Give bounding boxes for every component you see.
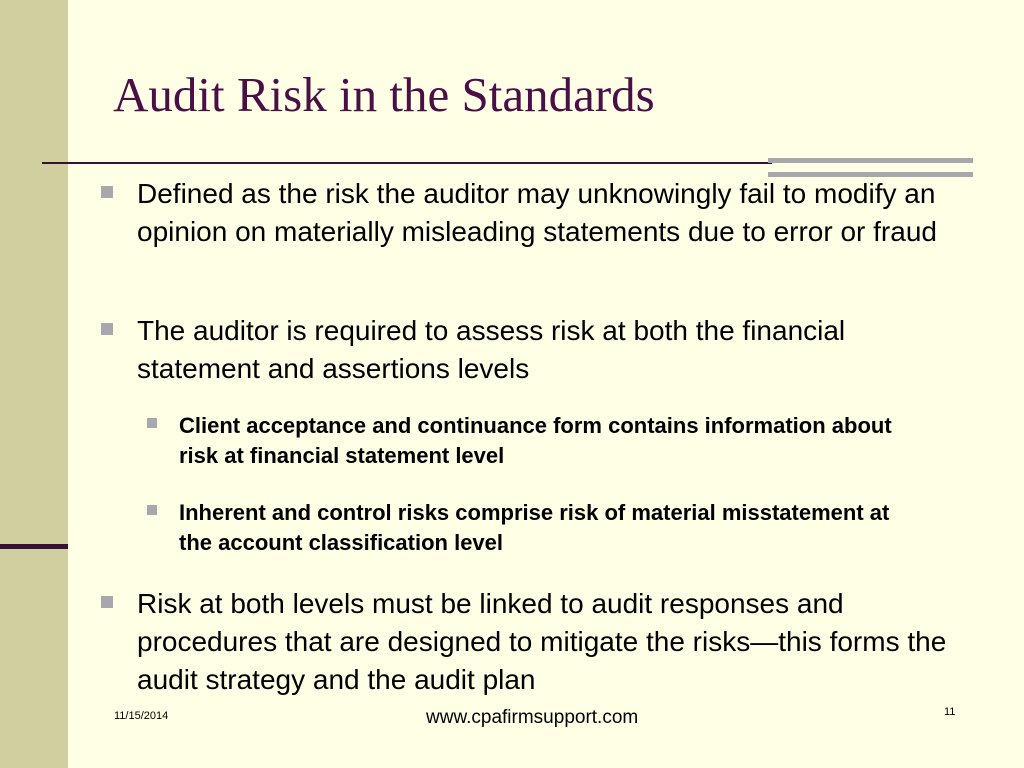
footer-date: 11/15/2014 bbox=[114, 710, 169, 722]
bullet-item bbox=[101, 585, 961, 699]
sidebar-divider bbox=[0, 544, 68, 549]
square-bullet-icon bbox=[101, 323, 113, 335]
sub-bullet-item bbox=[147, 411, 907, 471]
square-bullet-icon bbox=[101, 186, 113, 198]
bullet-text: The auditor is required to assess risk at both the financial statement and assertions levels bbox=[137, 315, 846, 384]
square-bullet-icon bbox=[147, 505, 157, 515]
slide-title: Audit Risk in the Standards bbox=[113, 67, 655, 122]
bullet-item bbox=[101, 312, 921, 388]
bullet-text: Risk at both levels must be linked to audit responses and procedures that are designed to mitigate the risks—this forms the audit strategy and the audit plan bbox=[137, 588, 947, 695]
slide-number: 11 bbox=[944, 706, 956, 718]
title-accent-bar-top bbox=[768, 158, 973, 163]
footer-url: www.cpafirmsupport.com bbox=[426, 707, 639, 728]
left-sidebar-band bbox=[0, 0, 68, 768]
title-underline bbox=[42, 162, 772, 164]
sub-bullet-text: Client acceptance and continuance form contains information about risk at financial statement level bbox=[179, 413, 892, 468]
sub-bullet-item bbox=[147, 498, 907, 558]
bullet-text: Defined as the risk the auditor may unknowingly fail to modify an opinion on materially misleading statements due to error or fraud bbox=[137, 178, 937, 247]
square-bullet-icon bbox=[101, 596, 113, 608]
sub-bullet-text: Inherent and control risks comprise risk of material misstatement at the account classification level bbox=[179, 500, 890, 555]
square-bullet-icon bbox=[147, 418, 157, 428]
bullet-item bbox=[101, 175, 981, 251]
